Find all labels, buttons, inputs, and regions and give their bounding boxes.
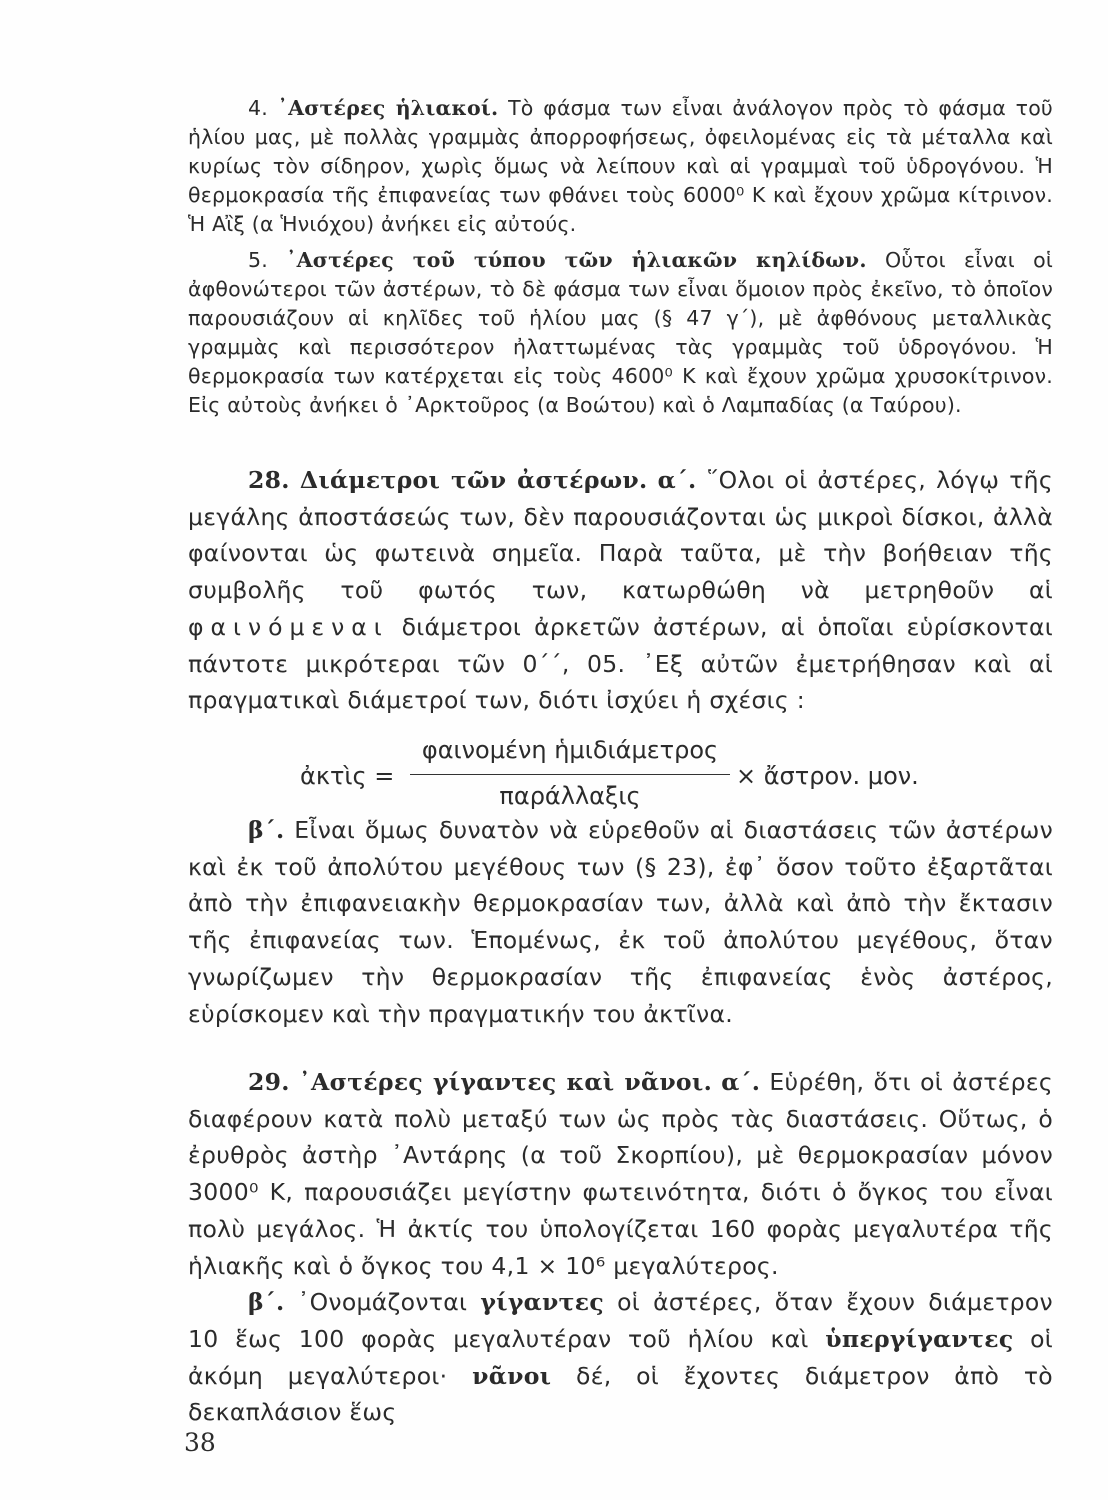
- formula-rhs: × ἄστρον. μον.: [736, 762, 919, 790]
- body-text: διάμετροι ἀρκετῶν ἀστέρων, αἱ ὁποῖαι εὑρίσκονται πάντοτε μικρότεραι τῶν 0΄΄, 05. ᾿Εξ αὐτῶν ἐμετρήθησαν καὶ αἱ πραγματικαὶ διάμετροί των, διότι ἰσχύει ἡ σχέσις :: [188, 612, 1053, 715]
- fraction-bar: [410, 774, 730, 775]
- section-5: [188, 246, 1053, 420]
- body-text: Εὑρέθη, ὅτι οἱ ἀστέρες διαφέρουν κατὰ πολὺ μεταξύ των ὡς πρὸς τὰς διαστάσεις. Οὕτως, ὁ ἐρυθρὸς ἀστὴρ ᾿Αντάρης (α τοῦ Σκορπίου), μὲ θερμοκρασίαν μόνον 3000⁰ Κ, παρουσιάζει μεγίστην φωτεινότητα, διότι ὁ ὄγκος του εἶναι πολὺ μεγάλος. Ἡ ἀκτίς του ὑπολογίζεται 160 φορὰς μεγαλυτέρα τῆς ἡλιακῆς καὶ ὁ ὄγκος του 4,1 × 10⁶ μεγαλύτερος.: [188, 1068, 1053, 1280]
- part-label: β΄.: [248, 1288, 285, 1317]
- item-number: 4.: [248, 96, 268, 120]
- paragraph-29b: [188, 1284, 1053, 1431]
- page-number: 38: [184, 1428, 216, 1457]
- item-heading: ᾿Αστέρες τοῦ τύπου τῶν ἡλιακῶν κηλίδων.: [286, 248, 867, 272]
- item-number: 5.: [248, 248, 268, 272]
- paragraph-28b: [188, 812, 1053, 1032]
- paragraph-4: [188, 94, 1053, 239]
- part-label: α΄.: [657, 466, 697, 494]
- paragraph-28a: [188, 462, 1053, 719]
- term-supergiants: ὑπεργίγαντες: [825, 1324, 1014, 1353]
- body-text: Εἶναι ὅμως δυνατὸν νὰ εὑρεθοῦν αἱ διαστάσεις τῶν ἀστέρων καὶ ἐκ τοῦ ἀπολύτου μεγέθους των (§ 23), ἐφ᾿ ὅσον τοῦτο ἐξαρτᾶται ἀπὸ τὴν ἐπιφανειακὴν θερμοκρασίαν των, ἀλλὰ καὶ ἀπὸ τὴν ἔκτασιν τῆς ἐπιφανείας των. Ἑπομένως, ἐκ τοῦ ἀπολύτου μεγέθους, ὅταν γνωρίζωμεν τὴν θερμοκρασίαν τῆς ἐπιφανείας ἑνὸς ἀστέρος, εὑρίσκομεν καὶ τὴν πραγματικήν του ἀκτῖνα.: [188, 816, 1053, 1028]
- section-number: 28.: [248, 466, 290, 494]
- emphasized-term: φαινόμεναι: [188, 612, 389, 641]
- radius-formula: [300, 730, 950, 810]
- section-number: 29.: [248, 1068, 290, 1096]
- section-29: [188, 1064, 1053, 1431]
- section-heading: Διάμετροι τῶν ἀστέρων.: [299, 466, 648, 494]
- section-28b: [188, 812, 1053, 1032]
- formula-numerator: φαινομένη ἡμιδιάμετρος: [421, 736, 719, 764]
- section-4: [188, 94, 1053, 239]
- part-label: β΄.: [248, 816, 285, 844]
- item-text: Τὸ φάσμα των εἶναι ἀνάλογον πρὸς τὸ φάσμα τοῦ ἡλίου μας, μὲ πολλὰς γραμμὰς ἀπορροφήσεως, ὀφειλομένας εἰς τὰ μέταλλα καὶ κυρίως τὸν σίδηρον, χωρὶς ὅμως νὰ λείπουν καὶ αἱ γραμμαὶ τοῦ ὑδρογόνου. Ἡ θερμοκρασία τῆς ἐπιφανείας των φθάνει τοὺς 6000⁰ Κ καὶ ἔχουν χρῶμα κίτρινον. Ἡ Αἲξ (α Ἡνιόχου) ἀνήκει εἰς αὐτούς.: [188, 96, 1053, 236]
- body-text: δέ, οἱ ἔχοντες διάμετρον ἀπὸ τὸ δεκαπλάσιον ἕως: [188, 1361, 1053, 1427]
- item-text: Οὗτοι εἶναι οἱ ἀφθονώτεροι τῶν ἀστέρων, τὸ δὲ φάσμα των εἶναι ὅμοιον πρὸς ἐκεῖνο, τὸ ὁποῖον παρουσιάζουν αἱ κηλῖδες τοῦ ἡλίου μας (§ 47 γ΄), μὲ ἀφθόνους μεταλλικὰς γραμμὰς καὶ περισσότερον ἠλαττωμένας τὰς γραμμὰς τοῦ ὑδρογόνου. Ἡ θερμοκρασία των κατέρχεται εἰς τοὺς 4600⁰ Κ καὶ ἔχουν χρῶμα χρυσοκίτρινον. Εἰς αὐτοὺς ἀνήκει ὁ ᾿Αρκτοῦρος (α Βοώτου) καὶ ὁ Λαμπαδίας (α Ταύρου).: [188, 248, 1054, 417]
- section-heading: ᾿Αστέρες γίγαντες καὶ νᾶνοι.: [299, 1068, 713, 1096]
- body-text: ᾿Ονομάζονται: [297, 1288, 468, 1317]
- part-label: α΄.: [721, 1068, 761, 1096]
- paragraph-29a: [188, 1064, 1053, 1284]
- item-heading: ᾿Αστέρες ἡλιακοί.: [277, 96, 499, 120]
- paragraph-5: [188, 246, 1053, 420]
- body-text: οἱ ἀστέρες, ὅταν ἔχουν διάμετρον 10 ἕως 100 φορὰς μεγαλυτέραν τοῦ ἡλίου καὶ: [188, 1288, 1053, 1353]
- term-dwarfs: νᾶνοι: [472, 1361, 552, 1390]
- body-text: οἱ ἀκόμη μεγαλύτεροι·: [188, 1324, 1053, 1390]
- section-28: [188, 462, 1053, 719]
- term-giants: γίγαντες: [480, 1288, 604, 1317]
- body-text: ῞Ολοι οἱ ἀστέρες, λόγῳ τῆς μεγάλης ἀποστάσεώς των, δὲν παρουσιάζονται ὡς μικροὶ δίσκοι, ἀλλὰ φαίνονται ὡς φωτεινὰ σημεῖα. Παρὰ ταῦτα, μὲ τὴν βοήθειαν τῆς συμβολῆς τοῦ φωτός των, κατωρθώθη νὰ μετρηθοῦν αἱ: [188, 466, 1053, 605]
- formula-lhs: ἀκτὶς =: [300, 762, 395, 790]
- formula-denominator: παράλλαξις: [499, 782, 641, 810]
